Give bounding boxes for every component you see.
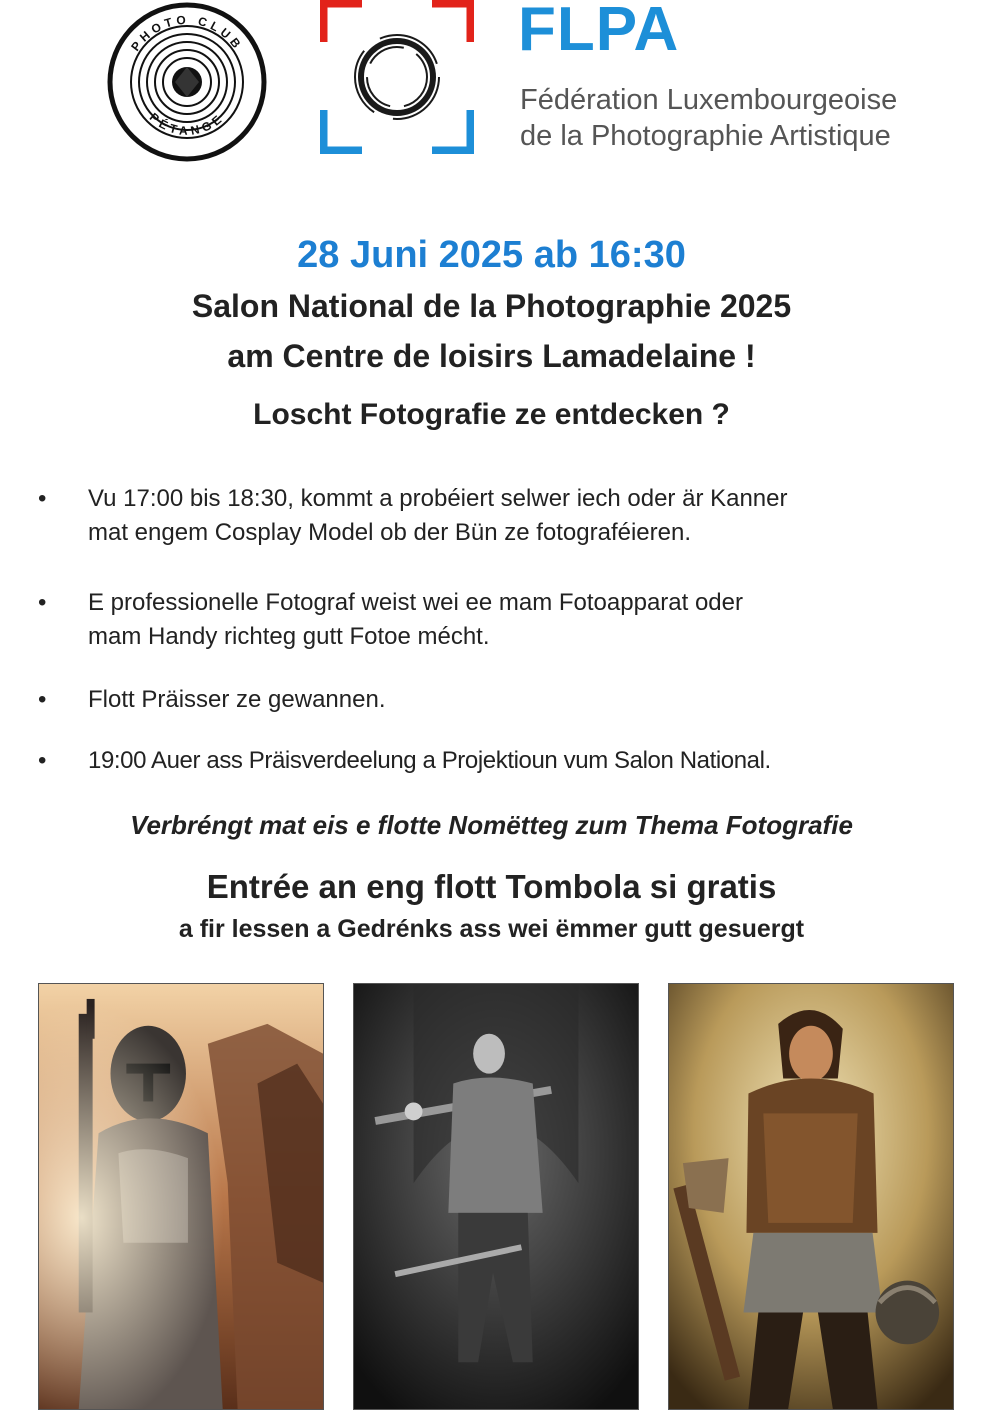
knight-sword-cosplay-photo: [353, 983, 639, 1410]
bullet-dot: •: [38, 485, 47, 512]
aperture-icon: [107, 2, 267, 162]
bullet-1-line2: mat engem Cosplay Model ob der Bün ze fotograféieren.: [88, 519, 692, 546]
food-info: a fir lessen a Gedrénks ass wei ëmmer gutt gesuergt: [178, 915, 805, 943]
bullet-3-line1: Flott Präisser ze gewannen.: [88, 686, 386, 713]
flpa-name-line2: de la Photographie Artistique: [520, 120, 891, 152]
bullet-1-line1: Vu 17:00 bis 18:30, kommt a probéiert selwer iech oder är Kanner: [88, 485, 788, 512]
event-title-line2: am Centre de loisirs Lamadelaine !: [227, 338, 756, 374]
bullet-dot: •: [38, 589, 47, 616]
event-date: 28 Juni 2025 ab 16:30: [297, 234, 686, 276]
tagline: Verbréngt mat eis e flotte Nomëtteg zum Thema Fotografie: [130, 810, 853, 840]
bullet-dot: •: [38, 747, 47, 774]
bullet-2-line1: E professionelle Fotograf weist wei ee mam Fotoapparat oder: [88, 589, 743, 616]
armored-helmet-cosplay-photo: [38, 983, 324, 1410]
event-title-line1: Salon National de la Photographie 2025: [191, 288, 792, 324]
flpa-name-line1: Fédération Luxembourgeoise: [520, 84, 898, 116]
flpa-logo-mark: [320, 0, 474, 154]
club-logo-top-text: PHOTO CLUB: [128, 12, 246, 54]
bullet-2-line2: mam Handy richteg gutt Fotoe mécht.: [88, 623, 490, 650]
flpa-acronym: FLPA: [518, 0, 680, 64]
photo-club-petange-logo: [107, 2, 267, 162]
event-question: Loscht Fotografie ze entdecken ?: [253, 398, 730, 431]
club-logo-bottom-text: PÉTANGE: [146, 110, 228, 138]
bullet-4-line1: 19:00 Auer ass Präisverdeelung a Projektioun vum Salon National.: [88, 747, 771, 774]
entry-info: Entrée an eng flott Tombola si gratis: [206, 868, 777, 905]
bullet-dot: •: [38, 686, 47, 713]
warrior-axe-cosplay-photo: [668, 983, 954, 1410]
